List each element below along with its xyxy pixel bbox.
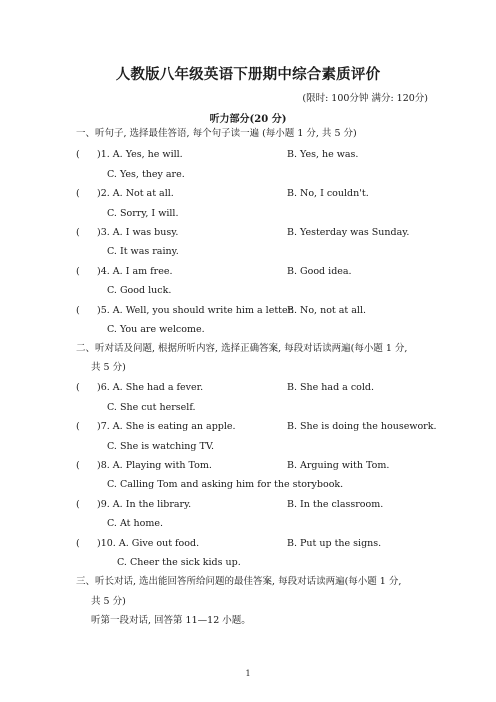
question-4-option-b: B. Good idea.	[287, 266, 352, 277]
question-4-option-c: C. Good luck.	[107, 285, 172, 296]
answer-paren: (	[76, 499, 80, 510]
part3-sub-instruction: 听第一段对话, 回答第 11—12 小题。	[91, 615, 251, 626]
answer-paren: (	[76, 382, 80, 393]
answer-paren: (	[76, 149, 80, 160]
part3-instruction-cont: 共 5 分)	[91, 596, 126, 607]
question-7-option-b: B. She is doing the housework.	[287, 421, 437, 432]
question-7-option-a: )7. A. She is eating an apple.	[97, 421, 236, 432]
question-10-option-c: C. Cheer the sick kids up.	[117, 557, 241, 568]
question-8-option-c: C. Calling Tom and asking him for the storybook.	[107, 479, 344, 490]
answer-paren: (	[76, 266, 80, 277]
question-1-option-a: )1. A. Yes, he will.	[97, 149, 183, 160]
question-3-option-b: B. Yesterday was Sunday.	[287, 227, 410, 238]
answer-paren: (	[76, 460, 80, 471]
part3-instruction: 三、听长对话, 选出能回答所给问题的最佳答案, 每段对话读两遍(每小题 1 分,	[76, 576, 402, 587]
answer-paren: (	[76, 188, 80, 199]
question-3-option-c: C. It was rainy.	[107, 246, 179, 257]
question-6-option-c: C. She cut herself.	[107, 402, 196, 413]
question-1-option-c: C. Yes, they are.	[107, 169, 185, 180]
answer-paren: (	[76, 421, 80, 432]
question-4-option-a: )4. A. I am free.	[97, 266, 173, 277]
question-5-option-b: B. No, not at all.	[287, 305, 367, 316]
question-7-option-c: C. She is watching TV.	[107, 441, 215, 452]
question-1-option-b: B. Yes, he was.	[287, 149, 359, 160]
question-3-option-a: )3. A. I was busy.	[97, 227, 179, 238]
question-2-option-c: C. Sorry, I will.	[107, 208, 179, 219]
question-6-option-b: B. She had a cold.	[287, 382, 375, 393]
question-5-option-c: C. You are welcome.	[107, 324, 205, 335]
question-5-option-a: )5. A. Well, you should write him a letter.	[97, 305, 295, 316]
time-limit-note: (限时: 100分钟 满分: 120分)	[302, 93, 428, 104]
answer-paren: (	[76, 538, 80, 549]
question-8-option-a: )8. A. Playing with Tom.	[97, 460, 212, 471]
question-9-option-c: C. At home.	[107, 518, 163, 529]
question-9-option-a: )9. A. In the library.	[97, 499, 192, 510]
question-10-option-b: B. Put up the signs.	[287, 538, 382, 549]
answer-paren: (	[76, 305, 80, 316]
question-2-option-a: )2. A. Not at all.	[97, 188, 174, 199]
answer-paren: (	[76, 227, 80, 238]
part1-instruction: 一、听句子, 选择最佳答语, 每个句子读一遍 (每小题 1 分, 共 5 分)	[76, 128, 357, 139]
question-6-option-a: )6. A. She had a fever.	[97, 382, 204, 393]
question-2-option-b: B. No, I couldn't.	[287, 188, 369, 199]
page-title: 人教版八年级英语下册期中综合素质评价	[115, 67, 381, 83]
section-heading: 听力部分(20 分)	[209, 114, 287, 125]
question-9-option-b: B. In the classroom.	[287, 499, 384, 510]
question-10-option-a: )10. A. Give out food.	[97, 538, 200, 549]
question-8-option-b: B. Arguing with Tom.	[287, 460, 390, 471]
part2-instruction: 二、听对话及问题, 根据所听内容, 选择正确答案, 每段对话读两遍(每小题 1 分,	[76, 343, 408, 354]
part2-instruction-cont: 共 5 分)	[91, 362, 126, 373]
page-number: 1	[245, 669, 251, 678]
